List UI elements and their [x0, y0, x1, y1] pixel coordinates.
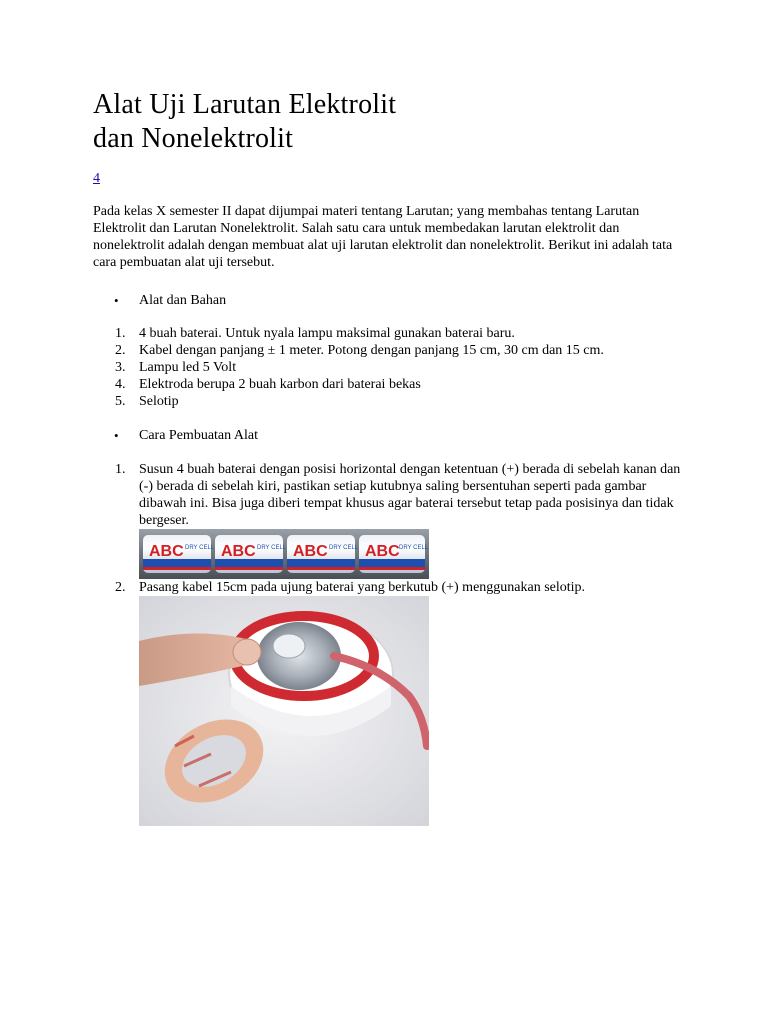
svg-text:DRY CELL: DRY CELL [329, 545, 359, 551]
list-item [93, 359, 683, 376]
item-number: 4. [115, 377, 126, 392]
intro-paragraph: Pada kelas X semester II dapat dijumpai materi tentang Larutan; yang membahas tentang Larutan Elektrolit dan Larutan Nonelektrolit. Salah satu cara untuk membedakan larutan elektrolit dan nonelektrolit adalah dengan membuat alat uji larutan elektrolit dan nonelektrolit. Berikut ini adalah tata cara pembuatan alat uji tersebut. [93, 204, 673, 270]
svg-text:ABC: ABC [293, 543, 328, 560]
item-text: Lampu led 5 Volt [139, 360, 237, 375]
svg-text:ABC: ABC [221, 543, 256, 560]
battery-4 [359, 535, 429, 573]
count-link[interactable]: 4 [93, 171, 100, 186]
list-item [93, 461, 683, 579]
materials-list [93, 325, 683, 410]
title-line-2: dan Nonelektrolit [93, 123, 294, 154]
page-title [93, 88, 683, 156]
section-list-1 [93, 292, 683, 309]
list-item [93, 342, 683, 359]
item-text: Kabel dengan panjang ± 1 meter. Potong dengan panjang 15 cm, 30 cm dan 15 cm. [139, 343, 604, 358]
battery-photo [139, 529, 683, 579]
svg-text:DRY CELL: DRY CELL [185, 545, 215, 551]
item-number: 5. [115, 394, 126, 409]
section-list-2 [93, 427, 683, 444]
battery-row-image [139, 529, 429, 579]
item-number: 2. [115, 343, 126, 358]
item-number: 2. [115, 580, 126, 595]
steps-list [93, 461, 683, 826]
title-line-1: Alat Uji Larutan Elektrolit [93, 89, 397, 120]
svg-text:DRY CELL: DRY CELL [257, 545, 287, 551]
battery-1 [143, 535, 215, 573]
item-text: Elektroda berupa 2 buah karbon dari baterai bekas [139, 377, 421, 392]
battery-2 [215, 535, 287, 573]
item-text: Pasang kabel 15cm pada ujung baterai yang berkutub (+) menggunakan selotip. [139, 580, 586, 595]
item-number: 3. [115, 360, 126, 375]
item-text: Selotip [139, 394, 179, 409]
battery-wire-tape-photo [139, 596, 429, 826]
battery-top [229, 616, 393, 736]
document-page [93, 88, 683, 826]
list-item [93, 579, 683, 826]
svg-text:ABC: ABC [365, 543, 400, 560]
section-heading-alat-bahan: • Alat dan Bahan [93, 292, 683, 309]
item-text: 4 buah baterai. Untuk nyala lampu maksimal gunakan baterai baru. [139, 326, 515, 341]
list-item [93, 393, 683, 410]
item-number: 1. [115, 326, 126, 341]
list-item [93, 325, 683, 342]
list-item [93, 376, 683, 393]
section-heading-cara-pembuatan: • Cara Pembuatan Alat [93, 427, 683, 444]
item-text: Susun 4 buah baterai dengan posisi horizontal dengan ketentuan (+) berada di sebelah kanan dan (-) berada di sebelah kiri, pastikan setiap kutubnya saling bersentuhan seperti pada gambar dibawah ini. Bisa juga diberi tempat khusus agar baterai tersebut tetap pada posisinya dan tidak bergeser. [139, 462, 681, 528]
svg-text:ABC: ABC [149, 543, 184, 560]
svg-text:DRY CELL: DRY CELL [399, 545, 429, 551]
battery-3 [287, 535, 359, 573]
item-number: 1. [115, 462, 126, 477]
